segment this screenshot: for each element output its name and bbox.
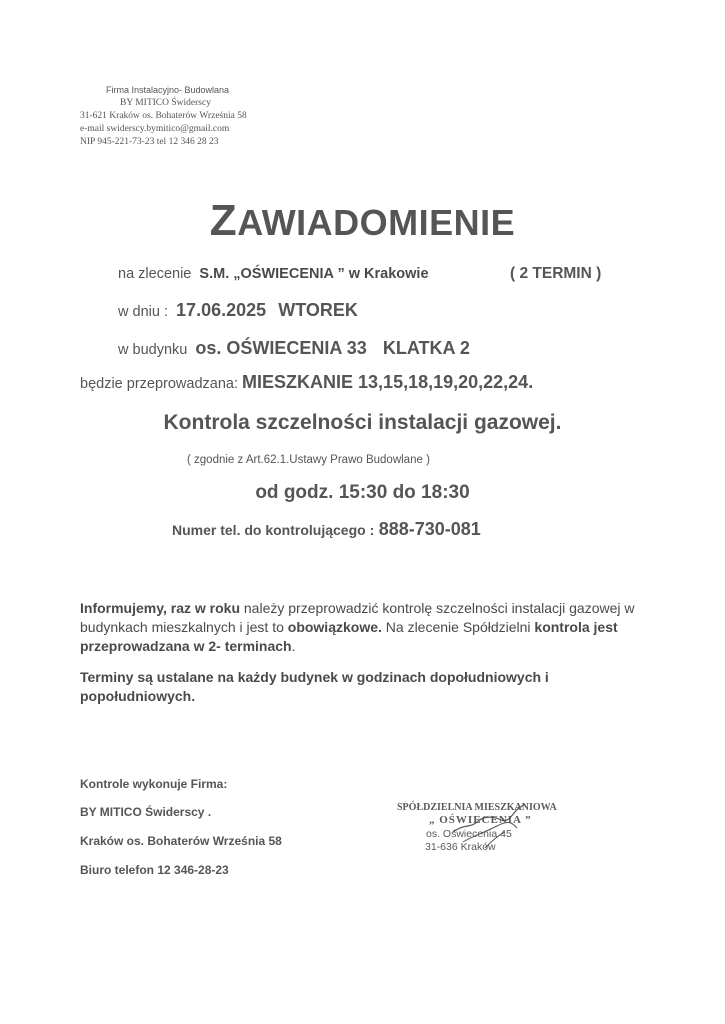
info-text-1: należy przeprowadzić kontrolę szczelności instalacji gazowej w budynkach mieszkalnych i jest to — [80, 600, 635, 635]
stamp-line-2: „ OŚWIECENIA ” — [429, 814, 532, 826]
stamp-line-4: 31-636 Kraków — [425, 841, 496, 853]
title-rest: AWIADOMIENIE — [237, 202, 516, 243]
inspection-hours: od godz. 15:30 do 18:30 — [255, 482, 470, 503]
footer-address: Kraków os. Bohaterów Września 58 — [80, 834, 282, 848]
order-prefix: na zlecenie — [118, 266, 192, 282]
info-bold-2: obowiązkowe. — [287, 619, 382, 635]
footer-office: Biuro telefon 12 346-28-23 — [80, 863, 229, 877]
date-value: 17.06.2025 — [176, 300, 267, 320]
footer-company: BY MITICO Świderscy . — [80, 805, 212, 819]
info-bold-1: Informujemy, raz w roku — [80, 600, 240, 616]
phone-label: Numer tel. do kontrolującego : — [172, 522, 375, 538]
phone-line — [172, 519, 481, 540]
building-stair: KLATKA 2 — [382, 338, 470, 358]
company-address: 31-621 Kraków os. Bohaterów Września 58 — [80, 111, 247, 121]
company-header — [80, 84, 247, 149]
date-line — [118, 300, 358, 321]
info-text-2: Na zlecenie Spółdzielni — [381, 619, 535, 635]
order-term: ( 2 TERMIN ) — [510, 265, 602, 282]
info-text-end: . — [291, 638, 296, 654]
legal-note: ( zgodnie z Art.62.1.Ustawy Prawo Budowlane ) — [187, 454, 430, 466]
date-prefix: w dniu : — [118, 304, 168, 320]
footer-label: Kontrole wykonuje Firma: — [80, 777, 228, 791]
order-client: S.M. „OŚWIECENIA ” w Krakowie — [199, 266, 429, 282]
building-name: os. OŚWIECENIA 33 — [195, 338, 367, 358]
company-type: Firma Instalacyjno- Budowlana — [106, 85, 230, 95]
date-weekday: WTOREK — [278, 300, 358, 320]
apartments-prefix: będzie przeprowadzana: — [80, 376, 238, 392]
inspection-heading: Kontrola szczelności instalacji gazowej. — [163, 411, 562, 434]
title-first-letter: Z — [209, 196, 238, 245]
signature-icon — [393, 802, 568, 862]
building-prefix: w budynku — [118, 342, 188, 358]
phone-value: 888-730-081 — [378, 519, 481, 539]
stamp-line-3: os. Oświecenia 45 — [426, 828, 512, 840]
apartments-line — [80, 372, 533, 393]
company-name: BY MITICO Świderscy — [120, 98, 211, 108]
document-title — [0, 196, 725, 246]
company-nip-phone: NIP 945-221-73-23 tel 12 346 28 23 — [80, 137, 219, 147]
terms-paragraph: Terminy są ustalane na każdy budynek w godzinach dopołudniowych i popołudniowych. — [80, 669, 549, 704]
company-email: e-mail swiderscy.bymitico@gmail.com — [80, 124, 230, 134]
order-line — [118, 266, 429, 282]
apartments-value: MIESZKANIE 13,15,18,19,20,22,24. — [242, 372, 534, 392]
info-bold-3: kontrola jest przeprowadzana w 2- terminach — [80, 619, 618, 654]
building-line — [118, 338, 470, 359]
info-paragraph — [80, 599, 650, 656]
stamp-line-1: SPÓŁDZIELNIA MIESZKANIOWA — [397, 802, 557, 813]
cooperative-stamp — [393, 802, 568, 862]
